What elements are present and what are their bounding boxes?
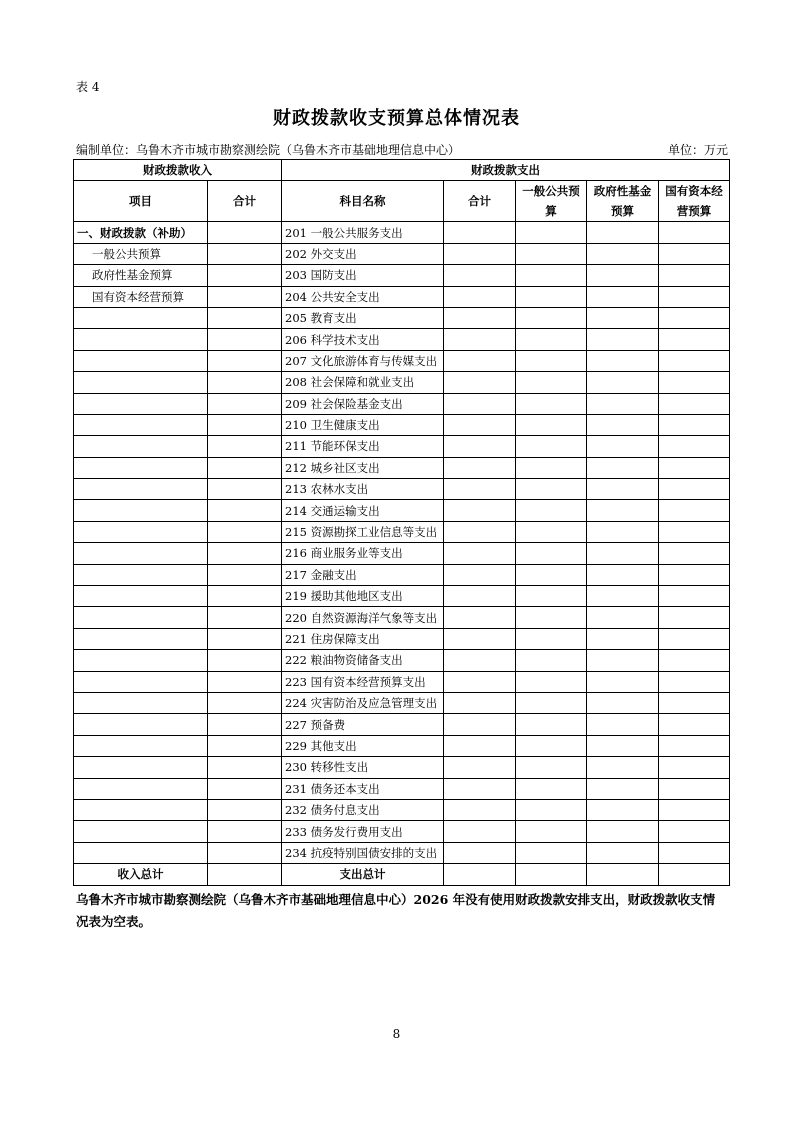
expense-subject-cell: 204 公共安全支出 bbox=[282, 286, 444, 307]
expense-total-cell bbox=[444, 479, 516, 500]
group-header-row bbox=[74, 160, 730, 181]
income-item-cell bbox=[74, 628, 208, 649]
state-capital-cell bbox=[659, 372, 730, 393]
table-row bbox=[74, 735, 730, 756]
income-total-cell bbox=[208, 479, 282, 500]
state-capital-cell bbox=[659, 436, 730, 457]
page-title: 财政拨款收支预算总体情况表 bbox=[273, 108, 520, 129]
table-row bbox=[74, 521, 730, 542]
expense-subject-cell: 229 其他支出 bbox=[282, 735, 444, 756]
expense-total-cell bbox=[444, 350, 516, 371]
general-budget-total bbox=[516, 864, 587, 885]
expense-subject-cell: 216 商业服务业等支出 bbox=[282, 543, 444, 564]
income-item-cell bbox=[74, 799, 208, 820]
income-item-cell bbox=[74, 307, 208, 328]
general-budget-cell bbox=[516, 607, 587, 628]
expense-total-label: 支出总计 bbox=[282, 864, 444, 885]
state-capital-cell bbox=[659, 457, 730, 478]
general-budget-cell bbox=[516, 735, 587, 756]
general-budget-cell bbox=[516, 286, 587, 307]
state-capital-cell bbox=[659, 628, 730, 649]
income-total-cell bbox=[208, 628, 282, 649]
expense-subject-cell: 220 自然资源海洋气象等支出 bbox=[282, 607, 444, 628]
expense-total-cell bbox=[444, 799, 516, 820]
expense-total-cell bbox=[444, 543, 516, 564]
expense-subject-cell: 208 社会保障和就业支出 bbox=[282, 372, 444, 393]
general-budget-cell bbox=[516, 757, 587, 778]
fund-budget-cell bbox=[587, 479, 659, 500]
general-budget-cell bbox=[516, 265, 587, 286]
table-row bbox=[74, 307, 730, 328]
table-row bbox=[74, 628, 730, 649]
income-total-cell bbox=[208, 329, 282, 350]
income-item-cell bbox=[74, 414, 208, 435]
income-item-cell bbox=[74, 500, 208, 521]
income-item-cell bbox=[74, 650, 208, 671]
total-row bbox=[74, 864, 730, 885]
expense-group-header: 财政拨款支出 bbox=[282, 160, 730, 181]
expense-total-cell bbox=[444, 671, 516, 692]
table-row bbox=[74, 329, 730, 350]
general-budget-cell bbox=[516, 457, 587, 478]
expense-total-cell bbox=[444, 821, 516, 842]
state-capital-cell bbox=[659, 222, 730, 243]
income-total-cell bbox=[208, 521, 282, 542]
state-capital-cell bbox=[659, 414, 730, 435]
expense-subject-cell: 221 住房保障支出 bbox=[282, 628, 444, 649]
income-total-cell bbox=[208, 650, 282, 671]
fund-budget-cell bbox=[587, 307, 659, 328]
general-budget-cell bbox=[516, 222, 587, 243]
general-budget-cell bbox=[516, 372, 587, 393]
expense-subject-cell: 212 城乡社区支出 bbox=[282, 457, 444, 478]
income-item-cell bbox=[74, 543, 208, 564]
state-capital-cell bbox=[659, 307, 730, 328]
fund-budget-cell bbox=[587, 414, 659, 435]
fund-budget-cell bbox=[587, 457, 659, 478]
budget-table bbox=[73, 159, 730, 886]
income-item-cell bbox=[74, 393, 208, 414]
table-row bbox=[74, 692, 730, 713]
income-item-cell bbox=[74, 842, 208, 863]
income-total-cell bbox=[208, 735, 282, 756]
income-total-label: 收入总计 bbox=[74, 864, 208, 885]
state-capital-cell bbox=[659, 735, 730, 756]
expense-total-cell bbox=[444, 564, 516, 585]
expense-total-cell bbox=[444, 735, 516, 756]
expense-total-cell bbox=[444, 286, 516, 307]
state-capital-cell bbox=[659, 286, 730, 307]
income-total-cell bbox=[208, 692, 282, 713]
table-row bbox=[74, 243, 730, 264]
expense-total-cell bbox=[444, 778, 516, 799]
income-item-cell: 一、财政拨款（补助） bbox=[74, 222, 208, 243]
income-total-cell bbox=[208, 265, 282, 286]
fund-budget-cell bbox=[587, 350, 659, 371]
expense-total-value bbox=[444, 864, 516, 885]
expense-total-cell bbox=[444, 714, 516, 735]
fund-budget-cell bbox=[587, 222, 659, 243]
income-item-cell bbox=[74, 586, 208, 607]
general-budget-cell bbox=[516, 564, 587, 585]
expense-total-cell bbox=[444, 243, 516, 264]
income-item-cell bbox=[74, 757, 208, 778]
income-item-cell bbox=[74, 564, 208, 585]
state-capital-cell bbox=[659, 757, 730, 778]
col-subject-header: 科目名称 bbox=[282, 181, 444, 222]
income-total-cell bbox=[208, 671, 282, 692]
general-budget-cell bbox=[516, 479, 587, 500]
expense-subject-cell: 223 国有资本经营预算支出 bbox=[282, 671, 444, 692]
table-row bbox=[74, 650, 730, 671]
general-budget-cell bbox=[516, 650, 587, 671]
general-budget-cell bbox=[516, 799, 587, 820]
expense-total-cell bbox=[444, 607, 516, 628]
income-total-cell bbox=[208, 564, 282, 585]
state-capital-cell bbox=[659, 714, 730, 735]
income-item-cell bbox=[74, 521, 208, 542]
table-row bbox=[74, 821, 730, 842]
expense-total-cell bbox=[444, 628, 516, 649]
col-item-header: 项目 bbox=[74, 181, 208, 222]
fund-budget-cell bbox=[587, 842, 659, 863]
income-item-cell bbox=[74, 479, 208, 500]
expense-subject-cell: 230 转移性支出 bbox=[282, 757, 444, 778]
table-row bbox=[74, 842, 730, 863]
table-number: 表 4 bbox=[76, 80, 100, 94]
org-label: 编制单位：乌鲁木齐市城市勘察测绘院（乌鲁木齐市基础地理信息中心） bbox=[76, 143, 461, 157]
org-line bbox=[76, 141, 728, 158]
table-row bbox=[74, 671, 730, 692]
state-capital-cell bbox=[659, 350, 730, 371]
fund-budget-cell bbox=[587, 521, 659, 542]
col-fund-budget-header: 政府性基金预算 bbox=[587, 181, 659, 222]
state-capital-cell bbox=[659, 821, 730, 842]
general-budget-cell bbox=[516, 350, 587, 371]
fund-budget-cell bbox=[587, 265, 659, 286]
table-row bbox=[74, 607, 730, 628]
expense-subject-cell: 213 农林水支出 bbox=[282, 479, 444, 500]
income-total-cell bbox=[208, 307, 282, 328]
income-item-cell bbox=[74, 671, 208, 692]
fund-budget-cell bbox=[587, 329, 659, 350]
income-total-cell bbox=[208, 543, 282, 564]
income-total-cell bbox=[208, 821, 282, 842]
income-total-cell bbox=[208, 350, 282, 371]
general-budget-cell bbox=[516, 329, 587, 350]
table-row bbox=[74, 543, 730, 564]
table-row bbox=[74, 350, 730, 371]
expense-subject-cell: 201 一般公共服务支出 bbox=[282, 222, 444, 243]
state-capital-cell bbox=[659, 521, 730, 542]
expense-total-cell bbox=[444, 500, 516, 521]
income-total-cell bbox=[208, 222, 282, 243]
income-item-cell bbox=[74, 457, 208, 478]
income-total-cell bbox=[208, 414, 282, 435]
state-capital-cell bbox=[659, 607, 730, 628]
state-capital-cell bbox=[659, 671, 730, 692]
fund-budget-cell bbox=[587, 243, 659, 264]
fund-budget-cell bbox=[587, 543, 659, 564]
state-capital-cell bbox=[659, 393, 730, 414]
income-total-cell bbox=[208, 842, 282, 863]
fund-budget-cell bbox=[587, 607, 659, 628]
expense-total-cell bbox=[444, 265, 516, 286]
general-budget-cell bbox=[516, 243, 587, 264]
table-row bbox=[74, 799, 730, 820]
income-group-header: 财政拨款收入 bbox=[74, 160, 282, 181]
state-capital-cell bbox=[659, 692, 730, 713]
income-total-cell bbox=[208, 586, 282, 607]
expense-total-cell bbox=[444, 307, 516, 328]
expense-total-cell bbox=[444, 414, 516, 435]
income-total-cell bbox=[208, 778, 282, 799]
expense-total-cell bbox=[444, 586, 516, 607]
income-total-cell bbox=[208, 500, 282, 521]
expense-subject-cell: 202 外交支出 bbox=[282, 243, 444, 264]
expense-total-cell bbox=[444, 842, 516, 863]
general-budget-cell bbox=[516, 628, 587, 649]
expense-subject-cell: 207 文化旅游体育与传媒支出 bbox=[282, 350, 444, 371]
fund-budget-cell bbox=[587, 436, 659, 457]
fund-budget-cell bbox=[587, 799, 659, 820]
income-item-cell bbox=[74, 350, 208, 371]
fund-budget-cell bbox=[587, 500, 659, 521]
income-total-cell bbox=[208, 757, 282, 778]
fund-budget-cell bbox=[587, 714, 659, 735]
state-capital-cell bbox=[659, 650, 730, 671]
table-row bbox=[74, 393, 730, 414]
state-capital-cell bbox=[659, 329, 730, 350]
income-total-cell bbox=[208, 436, 282, 457]
general-budget-cell bbox=[516, 692, 587, 713]
expense-subject-cell: 209 社会保险基金支出 bbox=[282, 393, 444, 414]
general-budget-cell bbox=[516, 436, 587, 457]
table-row bbox=[74, 778, 730, 799]
state-capital-cell bbox=[659, 842, 730, 863]
table-row bbox=[74, 479, 730, 500]
table-row bbox=[74, 586, 730, 607]
expense-total-cell bbox=[444, 757, 516, 778]
table-row bbox=[74, 757, 730, 778]
expense-subject-cell: 227 预备费 bbox=[282, 714, 444, 735]
general-budget-cell bbox=[516, 714, 587, 735]
table-row bbox=[74, 286, 730, 307]
expense-subject-cell: 214 交通运输支出 bbox=[282, 500, 444, 521]
page-number: 8 bbox=[392, 1027, 401, 1041]
income-total-cell bbox=[208, 286, 282, 307]
income-item-cell bbox=[74, 714, 208, 735]
income-item-cell bbox=[74, 372, 208, 393]
income-item-cell bbox=[74, 778, 208, 799]
fund-budget-total bbox=[587, 864, 659, 885]
expense-subject-cell: 206 科学技术支出 bbox=[282, 329, 444, 350]
state-capital-cell bbox=[659, 500, 730, 521]
income-total-cell bbox=[208, 714, 282, 735]
expense-subject-cell: 231 债务还本支出 bbox=[282, 778, 444, 799]
table-row bbox=[74, 436, 730, 457]
fund-budget-cell bbox=[587, 628, 659, 649]
expense-total-cell bbox=[444, 372, 516, 393]
expense-total-cell bbox=[444, 436, 516, 457]
column-header-row bbox=[74, 181, 730, 222]
state-capital-cell bbox=[659, 586, 730, 607]
general-budget-cell bbox=[516, 500, 587, 521]
fund-budget-cell bbox=[587, 393, 659, 414]
expense-subject-cell: 219 援助其他地区支出 bbox=[282, 586, 444, 607]
expense-subject-cell: 211 节能环保支出 bbox=[282, 436, 444, 457]
income-total-cell bbox=[208, 799, 282, 820]
income-item-cell: 一般公共预算 bbox=[74, 243, 208, 264]
state-capital-cell bbox=[659, 243, 730, 264]
income-item-cell bbox=[74, 735, 208, 756]
general-budget-cell bbox=[516, 393, 587, 414]
fund-budget-cell bbox=[587, 586, 659, 607]
expense-subject-cell: 234 抗疫特别国债安排的支出 bbox=[282, 842, 444, 863]
general-budget-cell bbox=[516, 521, 587, 542]
table-row bbox=[74, 500, 730, 521]
expense-total-cell bbox=[444, 650, 516, 671]
income-item-cell: 政府性基金预算 bbox=[74, 265, 208, 286]
income-total-cell bbox=[208, 243, 282, 264]
state-capital-cell bbox=[659, 564, 730, 585]
general-budget-cell bbox=[516, 414, 587, 435]
fund-budget-cell bbox=[587, 650, 659, 671]
col-general-budget-header: 一般公共预算 bbox=[516, 181, 587, 222]
expense-total-cell bbox=[444, 692, 516, 713]
state-capital-total bbox=[659, 864, 730, 885]
expense-subject-cell: 215 资源勘探工业信息等支出 bbox=[282, 521, 444, 542]
col-state-capital-header: 国有资本经营预算 bbox=[659, 181, 730, 222]
fund-budget-cell bbox=[587, 735, 659, 756]
expense-total-cell bbox=[444, 393, 516, 414]
expense-subject-cell: 224 灾害防治及应急管理支出 bbox=[282, 692, 444, 713]
col-expense-total-header: 合计 bbox=[444, 181, 516, 222]
expense-subject-cell: 205 教育支出 bbox=[282, 307, 444, 328]
income-total-cell bbox=[208, 457, 282, 478]
fund-budget-cell bbox=[587, 692, 659, 713]
table-row bbox=[74, 222, 730, 243]
fund-budget-cell bbox=[587, 757, 659, 778]
income-item-cell bbox=[74, 436, 208, 457]
expense-total-cell bbox=[444, 521, 516, 542]
income-item-cell bbox=[74, 607, 208, 628]
unit-label: 单位：万元 bbox=[667, 143, 728, 157]
fund-budget-cell bbox=[587, 564, 659, 585]
state-capital-cell bbox=[659, 265, 730, 286]
expense-subject-cell: 217 金融支出 bbox=[282, 564, 444, 585]
state-capital-cell bbox=[659, 799, 730, 820]
general-budget-cell bbox=[516, 842, 587, 863]
income-item-cell bbox=[74, 821, 208, 842]
expense-total-cell bbox=[444, 457, 516, 478]
expense-total-cell bbox=[444, 329, 516, 350]
table-row bbox=[74, 372, 730, 393]
col-total-header: 合计 bbox=[208, 181, 282, 222]
general-budget-cell bbox=[516, 821, 587, 842]
income-total-cell bbox=[208, 372, 282, 393]
general-budget-cell bbox=[516, 778, 587, 799]
expense-subject-cell: 222 粮油物资储备支出 bbox=[282, 650, 444, 671]
income-total-cell bbox=[208, 607, 282, 628]
table-row bbox=[74, 457, 730, 478]
expense-total-cell bbox=[444, 222, 516, 243]
fund-budget-cell bbox=[587, 372, 659, 393]
income-total-cell bbox=[208, 393, 282, 414]
general-budget-cell bbox=[516, 671, 587, 692]
state-capital-cell bbox=[659, 778, 730, 799]
general-budget-cell bbox=[516, 307, 587, 328]
expense-subject-cell: 210 卫生健康支出 bbox=[282, 414, 444, 435]
fund-budget-cell bbox=[587, 778, 659, 799]
fund-budget-cell bbox=[587, 821, 659, 842]
income-total-value bbox=[208, 864, 282, 885]
general-budget-cell bbox=[516, 543, 587, 564]
expense-subject-cell: 203 国防支出 bbox=[282, 265, 444, 286]
expense-subject-cell: 233 债务发行费用支出 bbox=[282, 821, 444, 842]
state-capital-cell bbox=[659, 543, 730, 564]
fund-budget-cell bbox=[587, 286, 659, 307]
table-row bbox=[74, 414, 730, 435]
income-item-cell: 国有资本经营预算 bbox=[74, 286, 208, 307]
income-item-cell bbox=[74, 692, 208, 713]
table-row bbox=[74, 564, 730, 585]
expense-subject-cell: 232 债务付息支出 bbox=[282, 799, 444, 820]
table-row bbox=[74, 714, 730, 735]
income-item-cell bbox=[74, 329, 208, 350]
fund-budget-cell bbox=[587, 671, 659, 692]
note-text: 乌鲁木齐市城市勘察测绘院（乌鲁木齐市基础地理信息中心）2026 年没有使用财政拨款安排支出，财政拨款收支情况表为空表。 bbox=[76, 892, 716, 929]
table-row bbox=[74, 265, 730, 286]
state-capital-cell bbox=[659, 479, 730, 500]
general-budget-cell bbox=[516, 586, 587, 607]
